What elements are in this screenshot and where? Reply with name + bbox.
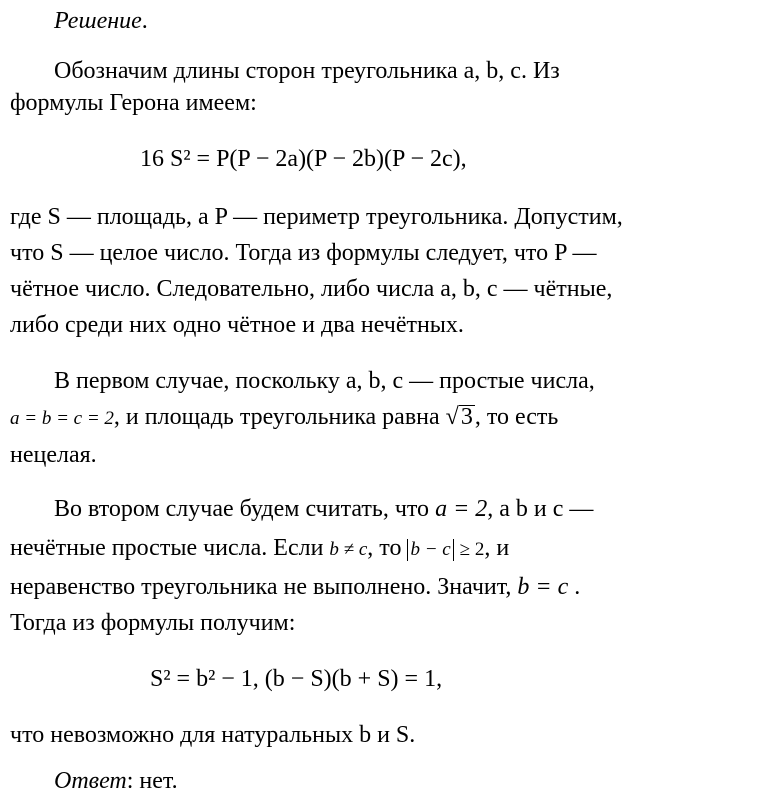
- p4-line2-end: , и: [484, 535, 510, 561]
- solution-label: Решение: [54, 8, 142, 34]
- p4-line3-end: .: [574, 574, 581, 600]
- p4-line2: [10, 533, 509, 565]
- p4-line2-text: нечётные простые числа. Если: [10, 535, 324, 561]
- sqrt-value: 3: [460, 404, 473, 430]
- p4-line3-text: неравенство треугольника не выполнено. Значит,: [10, 574, 512, 600]
- answer-value: : нет.: [126, 768, 178, 794]
- answer-label: Ответ: [54, 768, 127, 794]
- p4-line3: [10, 572, 580, 602]
- equation-bnec: b ≠ c: [329, 539, 368, 560]
- heron-formula: 16 S² = P(P − 2a)(P − 2b)(P − 2c),: [140, 146, 467, 172]
- p1-line1: Обозначим длины сторон треугольника a, b, c. Из: [54, 58, 560, 84]
- equation-a2: a = 2: [435, 496, 488, 522]
- answer-line: [54, 766, 178, 796]
- p4-line1-end: , а b и c —: [487, 496, 594, 522]
- equation-beqc: b = c: [517, 574, 569, 600]
- abs-b-minus-c: b − c: [407, 539, 453, 561]
- p3-line2: [10, 402, 558, 434]
- p2-line3: чётное число. Следовательно, либо числа a, b, c — чётные,: [10, 276, 613, 302]
- solution-heading: [54, 6, 148, 36]
- p3-line2-text: , и площадь треугольника равна: [113, 404, 440, 430]
- p2-line2: что S — целое число. Тогда из формулы следует, что P —: [10, 240, 597, 266]
- p3-line3: нецелая.: [10, 442, 97, 468]
- p5-line: что невозможно для натуральных b и S.: [10, 722, 416, 748]
- p2-line1: где S — площадь, а P — периметр треугольника. Допустим,: [10, 204, 623, 230]
- p1-line2: формулы Герона имеем:: [10, 90, 257, 116]
- p4-line4: Тогда из формулы получим:: [10, 610, 296, 636]
- equation-abc: a = b = c = 2: [10, 408, 114, 429]
- inequality-ge2: ≥ 2: [459, 539, 485, 560]
- p3-line1: В первом случае, поскольку a, b, c — простые числа,: [54, 368, 595, 394]
- p4-line1-text: Во втором случае будем считать, что: [54, 496, 430, 522]
- solution-dot: .: [141, 8, 148, 34]
- p4-line2-mid: , то: [367, 535, 402, 561]
- final-formula: S² = b² − 1, (b − S)(b + S) = 1,: [150, 666, 443, 692]
- p3-line2-end: , то есть: [474, 404, 559, 430]
- sqrt-three: √3: [445, 404, 473, 430]
- p2-line4: либо среди них одно чётное и два нечётных.: [10, 312, 464, 338]
- p4-line1: [54, 494, 593, 524]
